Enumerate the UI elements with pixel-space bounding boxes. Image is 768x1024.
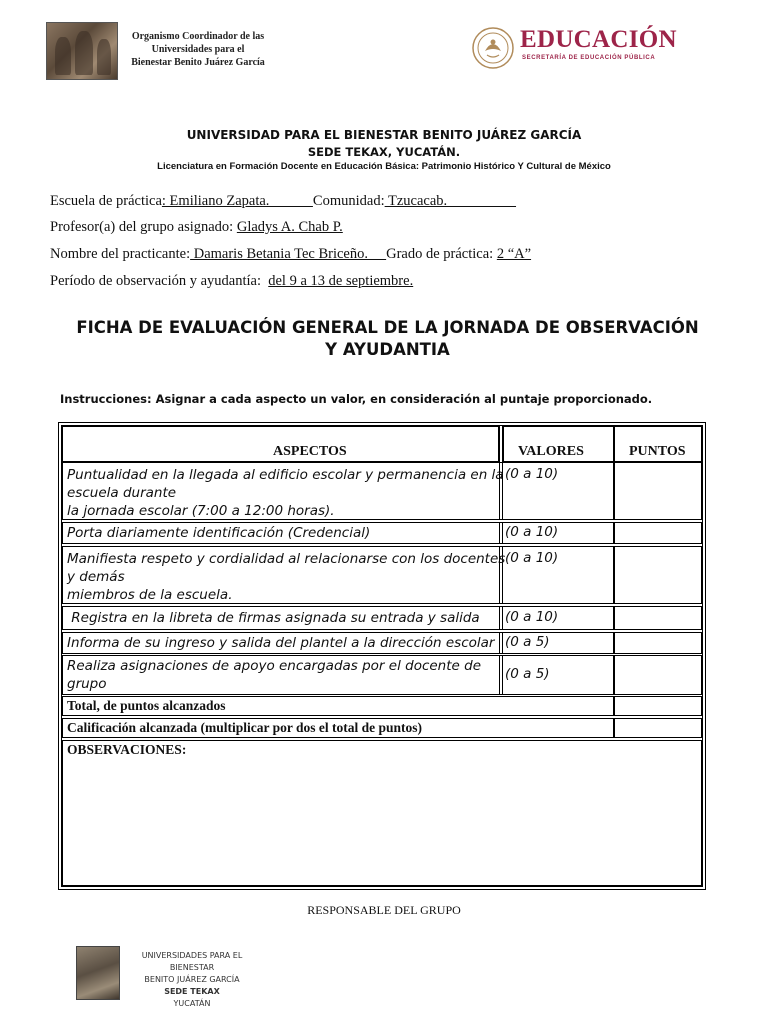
organismo-line-3: Bienestar Benito Juárez García bbox=[131, 57, 265, 68]
value-6: (0 a 5) bbox=[505, 666, 550, 682]
value-1: (0 a 10) bbox=[505, 466, 559, 482]
total-points-cell[interactable] bbox=[614, 696, 702, 716]
value-cell-4 bbox=[499, 606, 614, 630]
footer-logo-text bbox=[122, 950, 262, 1010]
escuela-label: Escuela de práctica bbox=[50, 193, 162, 209]
aspect-1-line-3: la jornada escolar (7:00 a 12:00 horas). bbox=[67, 503, 335, 519]
aspect-1-line-1: Puntualidad en la llegada al edificio escolar y permanencia en la bbox=[67, 467, 504, 483]
profesor-value: Gladys A. Chab P. bbox=[236, 219, 343, 235]
organismo-line-2: Universidades para el bbox=[151, 44, 245, 55]
info-line-periodo bbox=[50, 273, 413, 290]
points-cell-5[interactable] bbox=[614, 632, 702, 654]
value-cell-3 bbox=[499, 546, 614, 604]
degree-name: Licenciatura en Formación Docente en Educación Básica: Patrimonio Histórico Y Cultural de México bbox=[157, 161, 611, 172]
practicante-label: Nombre del practicante: bbox=[50, 246, 191, 262]
aspect-4-line-1: Registra en la libreta de firmas asignada su entrada y salida bbox=[67, 610, 480, 626]
aspect-3-line-3: miembros de la escuela. bbox=[67, 587, 233, 603]
educacion-logo-subtitle: SECRETARÍA DE EDUCACIÓN PÚBLICA bbox=[522, 55, 656, 61]
calificacion-label: Calificación alcanzada (multiplicar por dos el total de puntos) bbox=[67, 720, 423, 735]
grado-value: 2 “A” bbox=[496, 246, 532, 262]
info-line-profesor bbox=[50, 219, 343, 236]
aspect-3-line-2: y demás bbox=[67, 569, 125, 585]
practicante-value: Damaris Betania Tec Briceño. bbox=[190, 246, 387, 262]
aspect-cell-3 bbox=[62, 546, 506, 604]
aspect-1-line-2: escuela durante bbox=[67, 485, 177, 501]
escuela-value: : Emiliano Zapata. bbox=[161, 193, 313, 209]
profesor-label: Profesor(a) del grupo asignado: bbox=[50, 219, 237, 235]
university-campus: SEDE TEKAX, YUCATÁN. bbox=[307, 145, 461, 159]
form-title-line-2: Y AYUDANTIA bbox=[325, 340, 450, 359]
header-aspectos-label: ASPECTOS bbox=[273, 444, 347, 459]
aspect-2-line-1: Porta diariamente identificación (Credencial) bbox=[67, 525, 371, 541]
educacion-logo-title: EDUCACIÓN bbox=[520, 26, 677, 53]
header-valores-label: VALORES bbox=[518, 444, 584, 459]
value-cell-5 bbox=[499, 632, 614, 654]
value-5: (0 a 5) bbox=[505, 634, 550, 650]
university-name: UNIVERSIDAD PARA EL BIENESTAR BENITO JUÁREZ GARCÍA bbox=[186, 128, 582, 142]
aspect-5-line-1: Informa de su ingreso y salida del plantel a la dirección escolar bbox=[67, 635, 495, 651]
footer-logo-line-4: YUCATÁN bbox=[173, 999, 211, 1008]
periodo-label: Período de observación y ayudantía: bbox=[50, 273, 269, 289]
instructions: Instrucciones: Asignar a cada aspecto un valor, en consideración al puntaje proporcionado. bbox=[60, 392, 653, 406]
header-puntos-label: PUNTOS bbox=[629, 444, 686, 459]
evaluation-table bbox=[61, 425, 703, 887]
footer-logo-line-2: BENITO JUÁREZ GARCÍA bbox=[144, 975, 240, 984]
comunidad-label: Comunidad: bbox=[312, 193, 385, 209]
organismo-line-1: Organismo Coordinador de las bbox=[131, 31, 265, 42]
info-line-escuela bbox=[50, 193, 516, 210]
total-label: Total, de puntos alcanzados bbox=[67, 698, 226, 713]
aspect-3-line-1: Manifiesta respeto y cordialidad al relacionarse con los docentes bbox=[67, 551, 506, 567]
observaciones-box[interactable] bbox=[62, 740, 702, 886]
calificacion-points-cell[interactable] bbox=[614, 718, 702, 738]
total-row-label bbox=[62, 696, 614, 716]
footer-logo-line-3: SEDE TEKAX bbox=[164, 987, 220, 996]
grado-label: Grado de práctica: bbox=[386, 246, 497, 262]
comunidad-value: Tzucacab. bbox=[384, 193, 517, 209]
aspect-6-line-1: Realiza asignaciones de apoyo encargadas por el docente de bbox=[67, 658, 482, 674]
header-valores bbox=[503, 426, 614, 462]
points-cell-4[interactable] bbox=[614, 606, 702, 630]
national-seal-icon bbox=[472, 27, 514, 69]
organismo-logo-text bbox=[118, 30, 278, 69]
value-cell-6 bbox=[499, 655, 614, 695]
header-puntos bbox=[614, 426, 702, 462]
points-cell-2[interactable] bbox=[614, 522, 702, 544]
observaciones-label: OBSERVACIONES: bbox=[67, 742, 187, 757]
aspect-cell-4 bbox=[62, 606, 503, 630]
value-cell-2 bbox=[499, 522, 614, 544]
aspect-6-line-2: grupo bbox=[67, 676, 107, 692]
form-title-line-1: FICHA DE EVALUACIÓN GENERAL DE LA JORNADA DE OBSERVACIÓN bbox=[76, 318, 699, 337]
value-cell-1 bbox=[499, 462, 614, 520]
aspect-cell-2 bbox=[62, 522, 503, 544]
header-aspectos bbox=[62, 426, 499, 462]
value-3: (0 a 10) bbox=[505, 550, 559, 566]
info-line-practicante bbox=[50, 246, 531, 263]
form-title bbox=[0, 317, 768, 361]
aspect-cell-6 bbox=[62, 655, 503, 695]
value-4: (0 a 10) bbox=[505, 609, 559, 625]
aspect-cell-5 bbox=[62, 632, 503, 654]
points-cell-3[interactable] bbox=[614, 546, 702, 604]
footer-logo-line-1: UNIVERSIDADES PARA EL BIENESTAR bbox=[141, 951, 243, 972]
organismo-logo-image bbox=[46, 22, 118, 80]
calificacion-row-label bbox=[62, 718, 614, 738]
points-cell-1[interactable] bbox=[614, 462, 702, 520]
periodo-value: del 9 a 13 de septiembre. bbox=[268, 273, 414, 289]
footer-logo-image bbox=[76, 946, 120, 1000]
signature-label: RESPONSABLE DEL GRUPO bbox=[307, 903, 461, 917]
value-2: (0 a 10) bbox=[505, 524, 559, 540]
points-cell-6[interactable] bbox=[614, 655, 702, 695]
aspect-cell-1 bbox=[62, 462, 503, 520]
